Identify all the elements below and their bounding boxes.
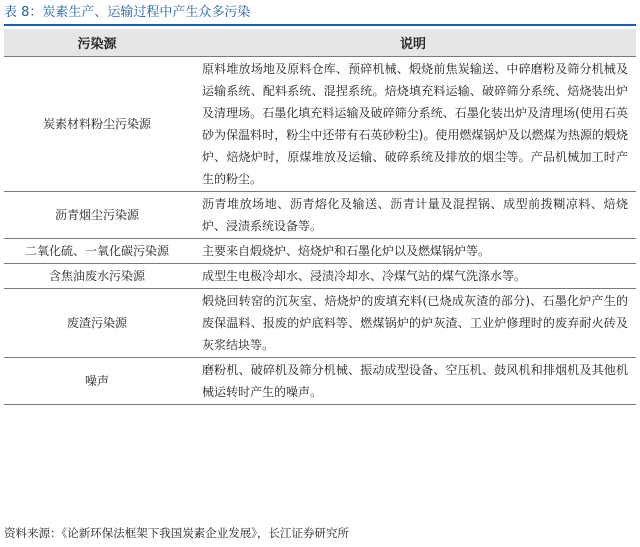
row-source: 沥青烟尘污染源 bbox=[4, 192, 190, 239]
table-row bbox=[4, 239, 636, 264]
table-row bbox=[4, 289, 636, 358]
header-description: 说明 bbox=[190, 29, 636, 57]
pollution-table bbox=[4, 29, 636, 405]
table-row bbox=[4, 264, 636, 289]
row-description: 磨粉机、破碎机及筛分机械、振动成型设备、空压机、鼓风机和排烟机及其他机械运转时产生的噪声。 bbox=[190, 358, 636, 405]
caption-divider bbox=[4, 24, 636, 26]
table-caption: 表 8：炭素生产、运输过程中产生众多污染 bbox=[4, 5, 251, 20]
row-source: 含焦油废水污染源 bbox=[4, 264, 190, 289]
row-source: 噪声 bbox=[4, 358, 190, 405]
table-header-row bbox=[4, 29, 636, 57]
row-source: 炭素材料粉尘污染源 bbox=[4, 57, 190, 192]
row-source: 废渣污染源 bbox=[4, 289, 190, 358]
table-row bbox=[4, 57, 636, 192]
header-source: 污染源 bbox=[4, 29, 190, 57]
table-row bbox=[4, 358, 636, 405]
table-row bbox=[4, 192, 636, 239]
row-description: 原料堆放场地及原料仓库、预碎机械、煅烧前焦炭输送、中碎磨粉及筛分机械及运输系统、配料系统、混捏系统。焙烧填充料运输、破碎筛分系统、焙烧装出炉及清理场。石墨化填充料运输及破碎筛分系统、石墨化装出炉及清理场(使用石英砂为保温料时，粉尘中还带有石英砂粉尘)。使用燃煤锅炉及以燃煤为热源的煅烧炉、焙烧炉时，原煤堆放及运输、破碎系统及排放的烟尘等。产品机械加工时产生的粉尘。 bbox=[190, 57, 636, 192]
source-note: 资料来源：《论新环保法框架下我国炭素企业发展》，长江证券研究所 bbox=[4, 526, 349, 540]
row-description: 主要来自煅烧炉、焙烧炉和石墨化炉以及燃煤锅炉等。 bbox=[190, 239, 636, 264]
row-description: 煅烧回转窑的沉灰室、焙烧炉的废填充料(已烧成灰渣的部分)、石墨化炉产生的废保温料、报废的炉底料等、燃煤锅炉的炉灰渣、工业炉修理时的废弃耐火砖及灰浆结块等。 bbox=[190, 289, 636, 358]
row-description: 沥青堆放场地、沥青熔化及输送、沥青计量及混捏锅、成型前拨糊凉料、焙烧炉、浸渍系统设备等。 bbox=[190, 192, 636, 239]
row-source: 二氧化硫、一氧化碳污染源 bbox=[4, 239, 190, 264]
row-description: 成型生电极冷却水、浸渍冷却水、冷煤气站的煤气洗涤水等。 bbox=[190, 264, 636, 289]
